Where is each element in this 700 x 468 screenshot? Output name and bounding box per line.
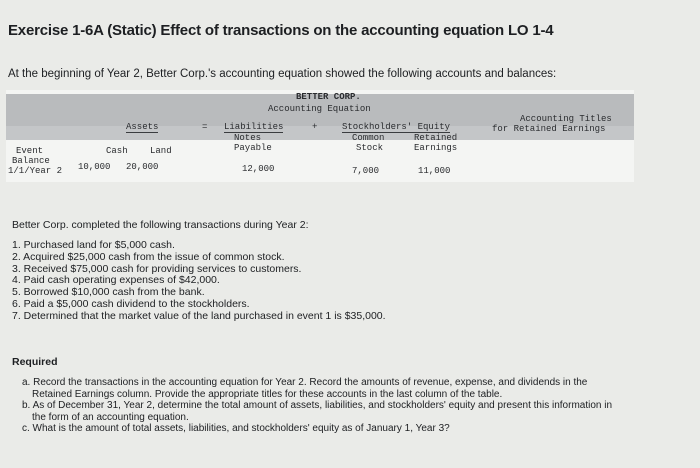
page-title: Exercise 1-6A (Static) Effect of transactions on the accounting equation LO 1-4 (8, 22, 554, 39)
accounting-titles-line-2: for Retained Earnings (492, 124, 606, 134)
equals-sign: = (202, 122, 208, 132)
required-b-line-1: b. As of December 31, Year 2, determine the total amount of assets, liabilities, and stockholders' equity and present this information in (22, 400, 613, 412)
accounting-equation-table (6, 90, 634, 182)
list-item: 5. Borrowed $10,000 cash from the bank. (12, 286, 205, 299)
accounting-titles-line-1: Accounting Titles (520, 114, 612, 124)
cash-balance: 10,000 (78, 162, 111, 172)
plus-sign: + (312, 122, 318, 132)
land-header: Land (150, 146, 172, 156)
required-heading: Required (12, 356, 58, 368)
list-item: 2. Acquired $25,000 cash from the issue of common stock. (12, 250, 285, 263)
event-header: Event (16, 146, 44, 156)
list-item: 4. Paid cash operating expenses of $42,000. (12, 274, 220, 287)
common-header: Common (352, 133, 385, 143)
list-item (22, 423, 694, 435)
liabilities-header: Liabilities (224, 122, 284, 132)
list-item: 6. Paid a $5,000 cash dividend to the stockholders. (12, 297, 250, 310)
equity-header: Stockholders' Equity (342, 122, 451, 132)
required-a-line-1: a. Record the transactions in the accounting equation for Year 2. Record the amounts of revenue, expense, and dividends in the (22, 377, 588, 388)
payable-header: Payable (234, 143, 272, 153)
required-c-line-1: c. What is the amount of total assets, liabilities, and stockholders' equity as of January 1, Year 3? (22, 423, 450, 435)
balance-row-date: 1/1/Year 2 (8, 166, 63, 176)
retained-earnings-balance: 11,000 (418, 166, 451, 176)
common-stock-balance: 7,000 (352, 166, 380, 176)
list-item (22, 400, 694, 423)
notes-header: Notes (234, 133, 262, 143)
required-list (22, 377, 694, 435)
cash-header: Cash (106, 146, 128, 156)
required-a-line-2: Retained Earnings column. Provide the appropriate titles for these accounts in the last column of the table. (32, 388, 503, 400)
notes-payable-balance: 12,000 (242, 164, 275, 174)
earnings-header: Earnings (414, 143, 458, 153)
table-subtitle: Accounting Equation (268, 104, 371, 114)
list-item: 1. Purchased land for $5,000 cash. (12, 239, 175, 251)
list-item: 7. Determined that the market value of the land purchased in event 1 is $35,000. (12, 309, 386, 322)
list-item: 3. Received $75,000 cash for providing services to customers. (12, 262, 302, 275)
land-balance: 20,000 (126, 162, 159, 172)
required-b-line-2: the form of an accounting equation. (32, 411, 189, 423)
stock-header: Stock (356, 143, 384, 153)
balance-row-label: Balance (12, 156, 50, 166)
intro-text: At the beginning of Year 2, Better Corp.'s accounting equation showed the following accounts and balances: (8, 68, 557, 80)
retained-header: Retained (414, 133, 458, 143)
assets-header: Assets (126, 122, 159, 132)
transactions-intro: Better Corp. completed the following transactions during Year 2: (12, 219, 309, 231)
transactions-list (12, 240, 386, 323)
company-name: BETTER CORP. (296, 92, 361, 102)
list-item (22, 377, 694, 400)
